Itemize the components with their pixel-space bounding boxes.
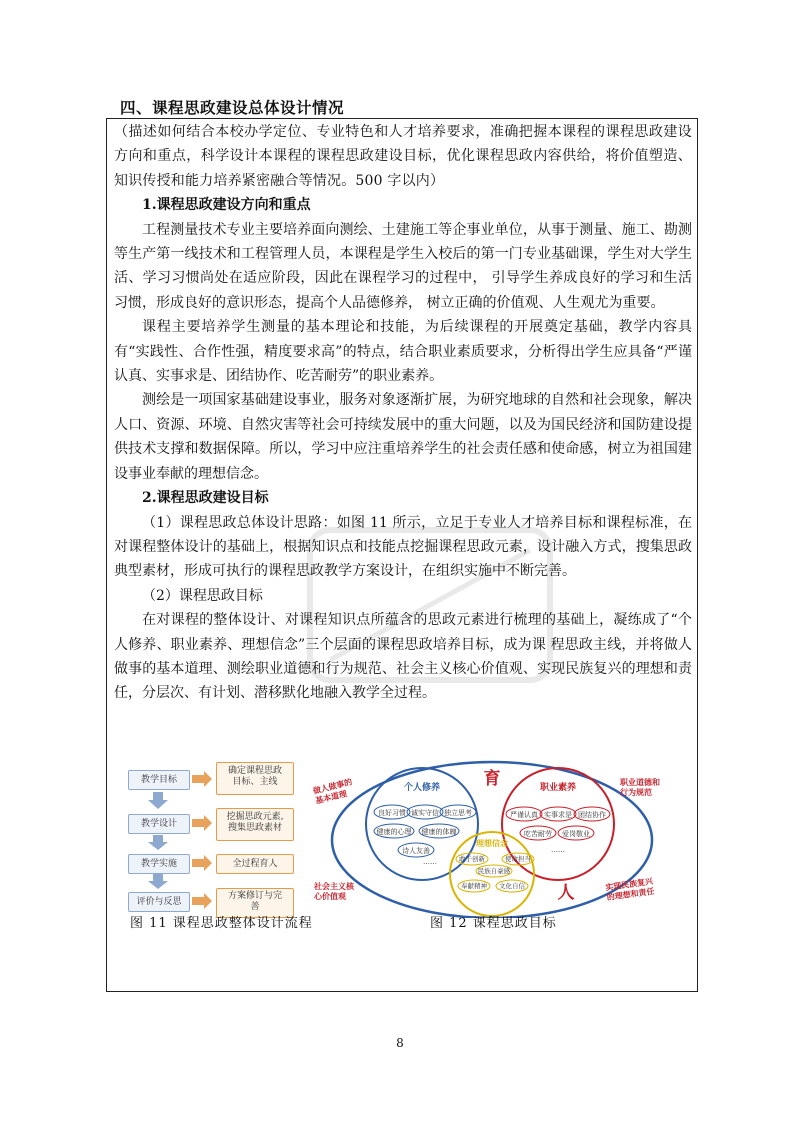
circle2-title: 职业素养 xyxy=(539,783,577,793)
c1-item-6: 诗人友善 xyxy=(402,847,430,855)
flow-right-2: 挖掘思政元素, 搜集思政素材 xyxy=(216,808,294,841)
c1-item-2: 诚实守信 xyxy=(411,809,439,817)
char-yu: 育 xyxy=(483,769,501,789)
c2-item-3: 团结协作 xyxy=(578,811,606,819)
body-text xyxy=(114,120,692,706)
flow-left-4: 评价与反思 xyxy=(128,892,190,912)
paragraph-5: 在对课程的整体设计、对课程知识点所蕴含的思政元素进行梳理的基础上，凝练成了“个人修养、职业素养、理想信念”三个层面的课程思政培养目标，成为课 程思政主线，并将做人做事的基本道理、测绘职业道德和行为规范、社会主义核心价值观、实现民族复兴的理想和责任，分层次、有计划、潜移默化地融入教学全过程。 xyxy=(114,612,692,702)
c2-item-4: 吃苦耐劳 xyxy=(524,830,552,838)
ellipsis-1: …… xyxy=(423,858,437,866)
flow-right-4: 方案修订与完 善 xyxy=(216,888,294,918)
figures-area xyxy=(120,758,680,938)
c3-item-4: 奉献精神 xyxy=(461,882,487,890)
instruction-note: （描述如何结合本校办学定位、专业特色和人才培养要求，准确把握本课程的课程思政建设方向和重点，科学设计本课程的课程思政建设目标，优化课程思政内容供给，将价值塑造、知识传授和能力培养紧密融合等情况。500 字以内） xyxy=(114,124,692,189)
label-bottom-right: 实现民族复兴 的理想和责任 xyxy=(604,876,656,903)
label-bottom-left: 社会主义核 心价值观 xyxy=(314,882,354,901)
label-top-left: 做人做事的 基本道理 xyxy=(312,777,354,806)
section-title: 四、课程思政建设总体设计情况 xyxy=(120,99,345,117)
paragraph-3: 测绘是一项国家基础建设事业，服务对象逐渐扩展，为研究地球的自然和社会现象，解决人口、资源、环境、自然灾害等社会可持续发展中的重大问题，以及为国民经济和国防建设提供技术支撑和数据保障。所以，学习中应注重培养学生的社会责任感和使命感，树立为祖国建设事业奉献的理想信念。 xyxy=(114,392,692,482)
heading-2: 2.课程思政建设目标 xyxy=(142,490,269,507)
c3-item-5: 文化自信 xyxy=(499,882,525,890)
paragraph-1: 工程测量技术专业主要培养面向测绘、土建施工等企事业单位，从事于测量、施工、勘测等生产第一线技术和工程管理人员，本课程是学生入校后的第一门专业基础课，学生对大学生活、学习习惯尚处在适应阶段，因此在课程学习的过程中， 引导学生养成良好的学习和生活习惯，形成良好的意识形态，提高个人品德修养， 树立正确的价值观、人生观尤为重要。 xyxy=(114,221,692,311)
figure-12-caption: 图 12 课程思政目标 xyxy=(430,916,557,931)
label-top-right: 职业道德和 行为规范 xyxy=(620,778,660,797)
c2-item-6: …… xyxy=(551,846,565,854)
paragraph-4: （1）课程思政总体设计思路：如图 11 所示，立足于专业人才培养目标和课程标准，在对课程整体设计的基础上，根据知识点和技能点挖掘课程思政元素，设计融入方式，搜集思政典型素材，形成可执行的课程思政教学方案设计，在组织实施中不断完善。 xyxy=(114,514,692,580)
flow-left-2: 教学设计 xyxy=(128,814,190,834)
paragraph-2: 课程主要培养学生测量的基本理论和技能，为后续课程的开展奠定基础，教学内容具有“实践性、合作性强，精度要求高”的特点，结合职业素质要求，分析得出学生应具备“严谨认真、实事求是、团结协作、吃苦耐劳”的职业素养。 xyxy=(114,319,692,385)
flow-right-3: 全过程育人 xyxy=(216,854,294,874)
c1-item-4: 健康的心理 xyxy=(376,828,412,836)
circle3-title: 理想信念 xyxy=(476,839,508,848)
c1-item-5: 健康的体魄 xyxy=(421,828,457,836)
c3-item-3: 使命担当 xyxy=(505,855,531,863)
page-number: 8 xyxy=(396,1036,404,1050)
flow-left-1: 教学目标 xyxy=(128,770,190,790)
c3-item-2: 民族自豪感 xyxy=(477,867,511,875)
c2-item-5: 爱岗敬业 xyxy=(562,830,590,838)
heading-3: （2）课程思政目标 xyxy=(142,587,263,604)
flow-right-1: 确定课程思政 目标、主线 xyxy=(216,762,294,795)
c1-item-1: 良好习惯 xyxy=(378,809,406,817)
char-ren: 人 xyxy=(557,883,575,903)
c2-item-2: 实事求是 xyxy=(544,811,572,819)
heading-1: 1.课程思政建设方向和重点 xyxy=(142,197,311,214)
c1-item-3: 独立思考 xyxy=(444,809,472,817)
c2-item-1: 严谨认真 xyxy=(510,811,538,819)
figure-11-caption: 图 11 课程思政整体设计流程 xyxy=(130,916,313,931)
circle1-title: 个人修养 xyxy=(403,783,441,793)
c3-item-1: 敢于创新 xyxy=(459,855,485,863)
flow-left-3: 教学实施 xyxy=(128,854,190,874)
